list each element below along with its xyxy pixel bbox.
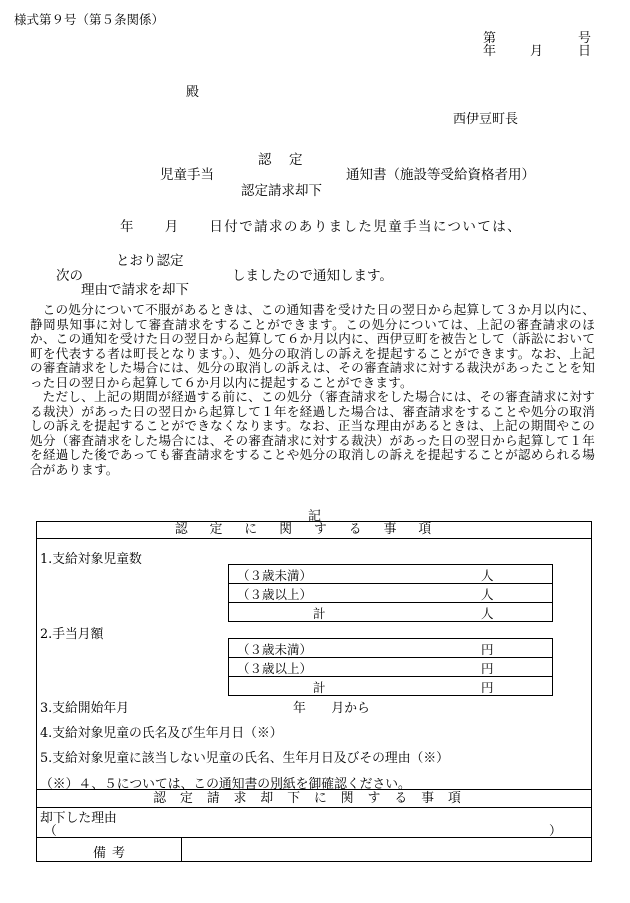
intro-approval-option: とおり認定 [116,253,184,269]
child-count-row-under3: （３歳未満） 人 [229,565,552,584]
item-monthly-amount-label: 2.手当月額 [40,627,104,642]
rejection-reason-close-paren: ） [549,824,562,839]
item-child-count-label: 1.支給対象児童数 [40,552,142,567]
date-day-label: 日 [578,44,592,59]
remarks-divider [181,837,182,862]
attachment-note: （※）４、５については、この通知書の別紙を御確認ください。 [40,777,411,792]
item-start-date-label: 3.支給開始年月 [40,701,129,716]
child-count-row-over3: （３歳以上） 人 [229,584,552,603]
appeal-notice-paragraph-2: ただし、上記の期間が経過する前に、この処分（審査請求をした場合には、その審査請求に対する裁決）があった日の翌日から起算して１年を経過した場合は、審査請求をすることや処分の取消しの訴えを提起することができなくなります。なお、正当な理由があるときは、上記の期間やこの処分（審査請求をした場合には、その審査請求に対する裁決）があった日の翌日から起算して１年を経過した後であっても審査請求をすることや処分の取消しの訴えを提起することが認められる場合があります。 [30,389,595,477]
intro-rejection-option: 理由で請求を却下 [81,282,189,298]
title-right: 通知書（施設等受給資格者用） [346,167,535,183]
amount-row-under3: （３歳未満） 円 [229,639,552,658]
ki-mark: 記 [308,509,322,524]
rejection-heading: 認定請求却下に関する事項 [36,789,592,808]
monthly-amount-table [228,638,553,696]
intro-notify: しましたので通知します。 [232,268,393,284]
title-approval: 認 定 [258,152,305,168]
rejection-reason-label: 却下した理由 [40,811,117,826]
form-number: 様式第９号（第５条関係） [14,12,165,27]
appeal-notice [30,303,595,477]
intro-next: 次の [56,268,83,284]
start-date-value: 年 月から [293,701,370,716]
date-month-label: 月 [530,44,544,59]
appeal-notice-paragraph-1: この処分について不服があるときは、この通知書を受けた日の翌日から起算して３か月以内に、静岡県知事に対して審査請求をすることができます。この処分については、上記の審査請求のほか、この通知を受けた日の翌日から起算して６か月以内に、西伊豆町を被告として（訴訟において町を代表する者は町長となります。）、処分の取消しの訴えを提起することができます。なお、上記の審査請求をした場合には、処分の取消しの訴えは、その審査請求に対する裁決があったことを知った日の翌日から起算して６か月以内に提起することができます。 [30,302,595,390]
date-year-label: 年 [483,44,497,59]
amount-row-over3: （３歳以上） 円 [229,658,552,677]
title-rejection: 認定請求却下 [241,183,322,199]
issuer: 西伊豆町長 [453,112,519,127]
amount-row-total: 計 円 [229,677,552,696]
intro-date-line: 年 月 日付で請求のありました児童手当については、 [120,219,523,235]
item-ineligible-children-label: 5.支給対象児童に該当しない児童の氏名、生年月日及びその理由（※） [40,751,449,766]
title-left: 児童手当 [160,167,214,183]
document-number-label: 第 [483,31,497,46]
item-child-names-label: 4.支給対象児童の氏名及び生年月日（※） [40,726,283,741]
rejection-reason-open-paren: （ [44,824,57,839]
remarks-label: 備考 [93,846,132,861]
child-count-table [228,564,553,622]
approval-heading: 認定に関する事項 [36,521,592,539]
addressee-suffix: 殿 [186,85,200,100]
child-count-row-total: 計 人 [229,603,552,622]
document-number-suffix: 号 [578,31,592,46]
